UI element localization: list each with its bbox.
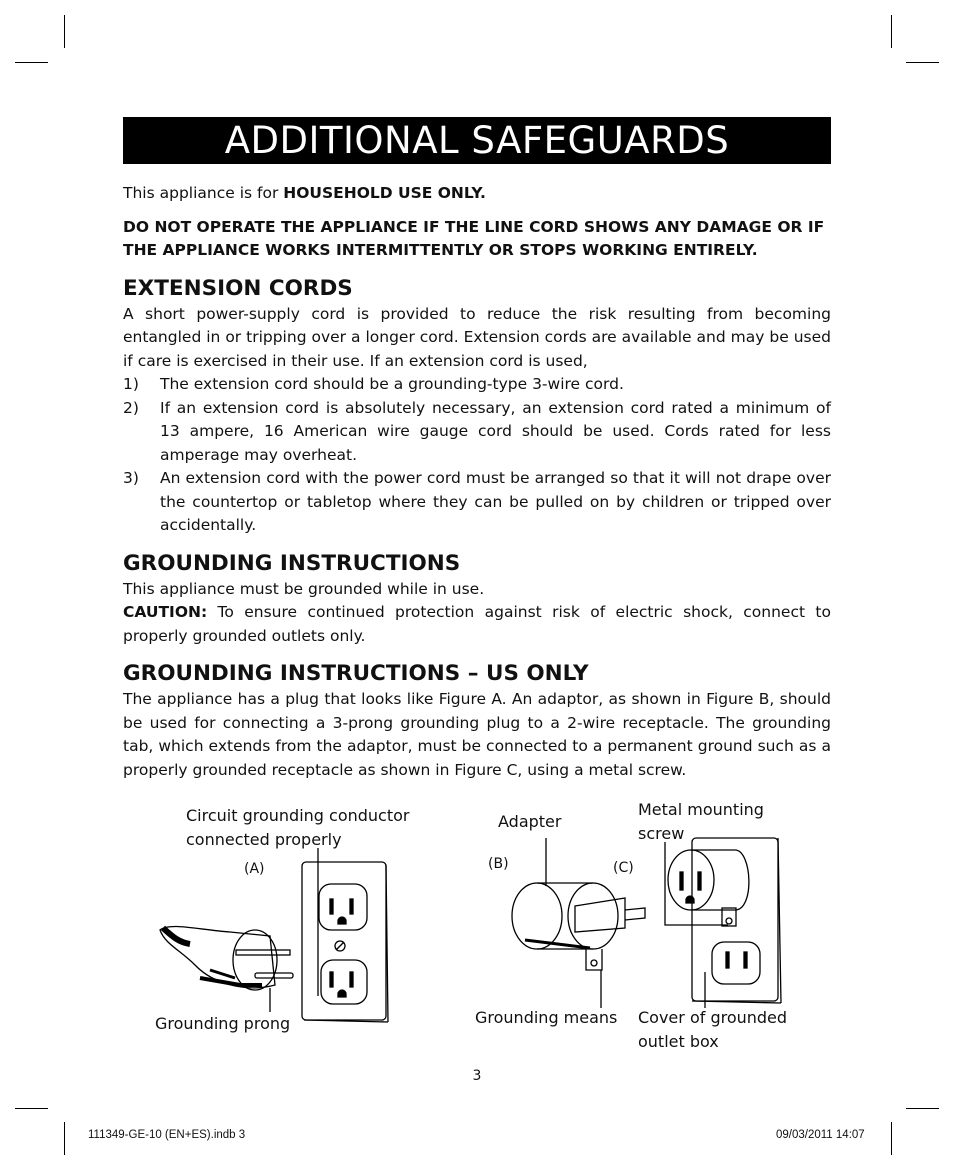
damage-warning: DO NOT OPERATE THE APPLIANCE IF THE LINE CORD SHOWS ANY DAMAGE OR IF THE APPLIANCE WORKS INTERMITTENTLY OR STOPS WORKING ENTIRELY.	[123, 217, 825, 259]
section-heading-extension-cords: EXTENSION CORDS	[123, 275, 353, 301]
list-number: 3)	[123, 469, 139, 487]
circuit-label-line-2: connected properly	[186, 830, 342, 849]
circuit-label-line-1: Circuit grounding conductor	[186, 806, 410, 825]
page-title: ADDITIONAL SAFEGUARDS	[123, 117, 831, 164]
metal-screw-label-line-1: Metal mounting	[638, 800, 764, 819]
adapter-label: Adapter	[498, 812, 562, 831]
section-heading-grounding-us: GROUNDING INSTRUCTIONS – US ONLY	[123, 661, 589, 686]
footer-date: 09/03/2011 14:07	[776, 1129, 865, 1141]
cover-label-line-2: outlet box	[638, 1032, 719, 1051]
figure-c-label: (C)	[613, 860, 634, 876]
intro-prefix: This appliance is for	[123, 184, 284, 202]
grounding-line: This appliance must be grounded while in use.	[123, 579, 485, 598]
figure-b-label: (B)	[488, 856, 509, 872]
list-number: 1)	[123, 375, 139, 393]
grounding-means-label: Grounding means	[475, 1008, 618, 1027]
list-text: The extension cord should be a grounding-type 3-wire cord.	[160, 375, 624, 393]
list-text: If an extension cord is absolutely necessary, an extension cord rated a minimum of 13 ampere, 16 American wire gauge cord should be used. Cords rated for less amperage may overheat.	[160, 398, 831, 464]
extension-cords-body: A short power-supply cord is provided to reduce the risk resulting from becoming entangled in or tripping over a longer cord. Extension cords are available and may be used if care is exercised in their use. If an extension cord is used,	[123, 304, 831, 370]
page-number: 3	[472, 1068, 482, 1084]
outlet-plate-illustration	[302, 848, 388, 1022]
list-text: An extension cord with the power cord must be arranged so that it will not drape over the countertop or tabletop where they can be pulled on by children or tripped over accidentally.	[160, 469, 831, 534]
figure-a-label: (A)	[244, 861, 265, 877]
list-number: 2)	[123, 398, 139, 417]
plug-illustration	[160, 927, 293, 1012]
section-heading-grounding: GROUNDING INSTRUCTIONS	[123, 550, 461, 576]
caution-text: To ensure continued protection against risk of electric shock, connect to properly grounded outlets only.	[123, 603, 831, 645]
metal-screw-label-line-2: screw	[638, 824, 685, 843]
caution-label: CAUTION:	[123, 603, 208, 621]
intro-emphasis: HOUSEHOLD USE ONLY.	[283, 184, 486, 202]
grounding-us-body: The appliance has a plug that looks like Figure A. An adaptor, as shown in Figure B, should be used for connecting a 3-prong grounding plug to a 2-wire receptacle. The grounding tab, which extends from the adaptor, must be connected to a permanent ground such as a properly grounded receptacle as shown in Figure C, using a metal screw.	[123, 690, 831, 779]
cover-label-line-1: Cover of grounded	[638, 1008, 788, 1027]
grounding-prong-label: Grounding prong	[155, 1014, 291, 1033]
footer-file: 111349-GE-10 (EN+ES).indb 3	[88, 1129, 246, 1141]
outlet-with-adapter-illustration	[665, 838, 781, 1008]
